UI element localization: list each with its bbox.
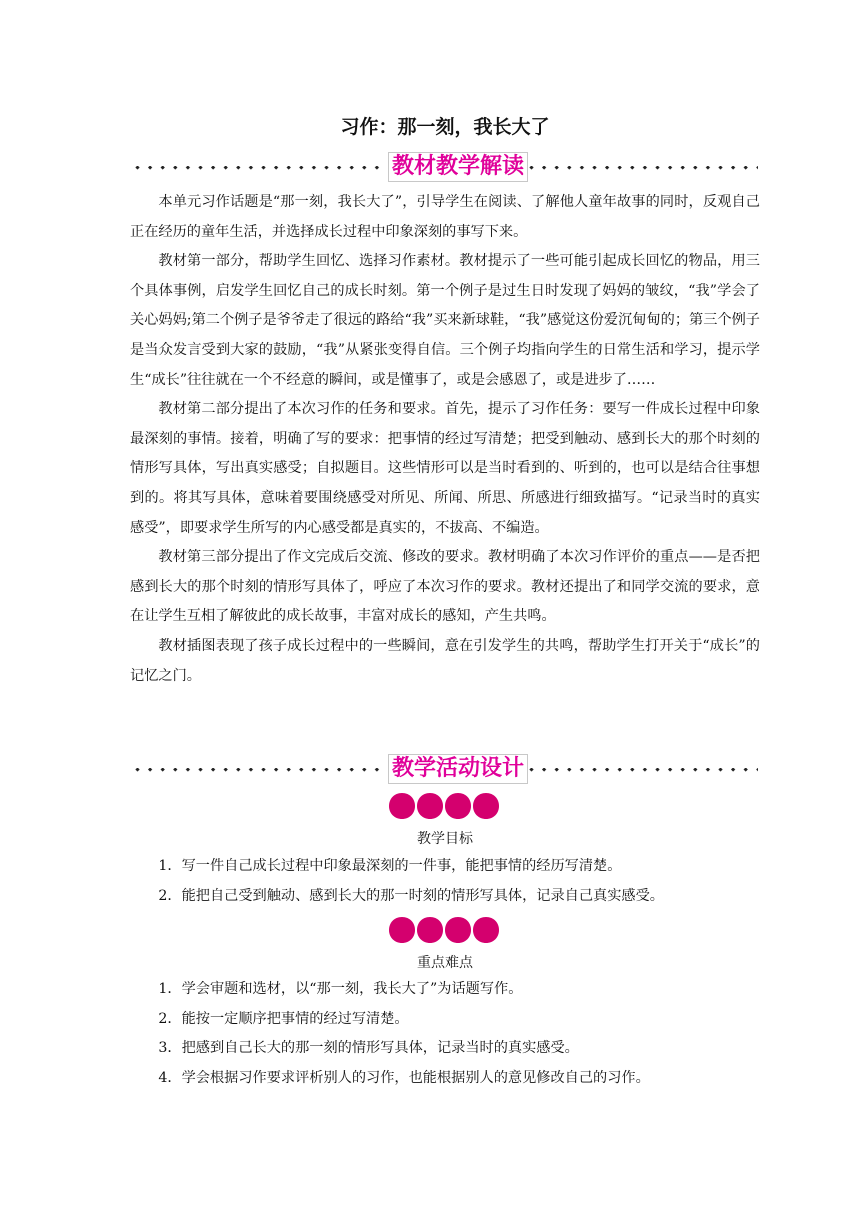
reading-paragraphs	[130, 188, 760, 691]
list-item: 2．能把自己受到触动、感到长大的那一时刻的情形写具体，记录自己真实感受。	[158, 887, 664, 904]
section-title-reading: 教材教学解读	[388, 152, 528, 182]
diamond-dot-icon	[132, 166, 384, 170]
paragraph: 教材第三部分提出了作文完成后交流、修改的要求。教材明确了本次习作评价的重点——是否把感到长大的那个时刻的情形写具体了，呼应了本次习作的要求。教材还提出了和同学交流的要求，意在让学生互相了解彼此的成长故事，丰富对成长的感知，产生共鸣。	[130, 549, 760, 625]
paragraph: 教材第一部分，帮助学生回忆、选择习作素材。教材提示了一些可能引起成长回忆的物品，用三个具体事例，启发学生回忆自己的成长时刻。第一个例子是过生日时发现了妈妈的皱纹，“我”学会了关心妈妈;第二个例子是爷爷走了很远的路给“我”买来新球鞋，“我”感觉这份爱沉甸甸的；第三个例子是当众发言受到大家的鼓励，“我”从紧张变得自信。三个例子均指向学生的日常生活和学习，提示学生“成长”往往就在一个不经意的瞬间，或是懂事了，或是会感恩了，或是进步了……	[130, 253, 760, 388]
section-banner-reading	[130, 152, 760, 182]
key-points-list	[130, 975, 760, 1093]
list-item: 1．学会审题和选材，以“那一刻，我长大了”为话题写作。	[158, 981, 523, 997]
diamond-dot-icon	[526, 768, 758, 772]
goals-list	[130, 852, 760, 911]
paragraph: 教材插图表现了孩子成长过程中的一些瞬间，意在引发学生的共鸣，帮助学生打开关于“成长”的记忆之门。	[130, 637, 760, 684]
paragraph: 本单元习作话题是“那一刻，我长大了”，引导学生在阅读、了解他人童年故事的同时，反观自己正在经历的童年生活，并选择成长过程中印象深刻的事写下来。	[130, 194, 760, 240]
diamond-dot-icon	[132, 768, 384, 772]
paragraph: 教材第二部分提出了本次习作的任务和要求。首先，提示了习作任务：要写一件成长过程中印象最深刻的事情。接着，明确了写的要求：把事情的经过写清楚；把受到触动、感到长大的那个时刻的情形写具体，写出真实感受；自拟题目。这些情形可以是当时看到的、听到的，也可以是结合往事想到的。将其写具体，意味着要围绕感受对所见、所闻、所思、所感进行细致描写。“记录当时的真实感受”，即要求学生所写的内心感受都是真实的，不拔高、不编造。	[130, 401, 760, 536]
petal-icon	[388, 914, 500, 944]
list-item: 3．把感到自己长大的那一刻的情形写具体，记录当时的真实感受。	[158, 1040, 579, 1057]
section-title-design: 教学活动设计	[388, 754, 528, 784]
page-title: 习作：那一刻，我长大了	[340, 116, 550, 138]
list-item: 4．学会根据习作要求评析别人的习作，也能根据别人的意见修改自己的习作。	[158, 1069, 650, 1086]
goals-heading: 教学目标	[417, 831, 473, 847]
section-banner-design	[130, 754, 760, 784]
key-points-heading: 重点难点	[417, 955, 473, 971]
petal-icon	[388, 790, 500, 820]
diamond-dot-icon	[526, 166, 758, 170]
list-item: 2．能按一定顺序把事情的经过写清楚。	[158, 1010, 409, 1027]
list-item: 1．写一件自己成长过程中印象最深刻的一件事，能把事情的经历写清楚。	[158, 858, 622, 874]
